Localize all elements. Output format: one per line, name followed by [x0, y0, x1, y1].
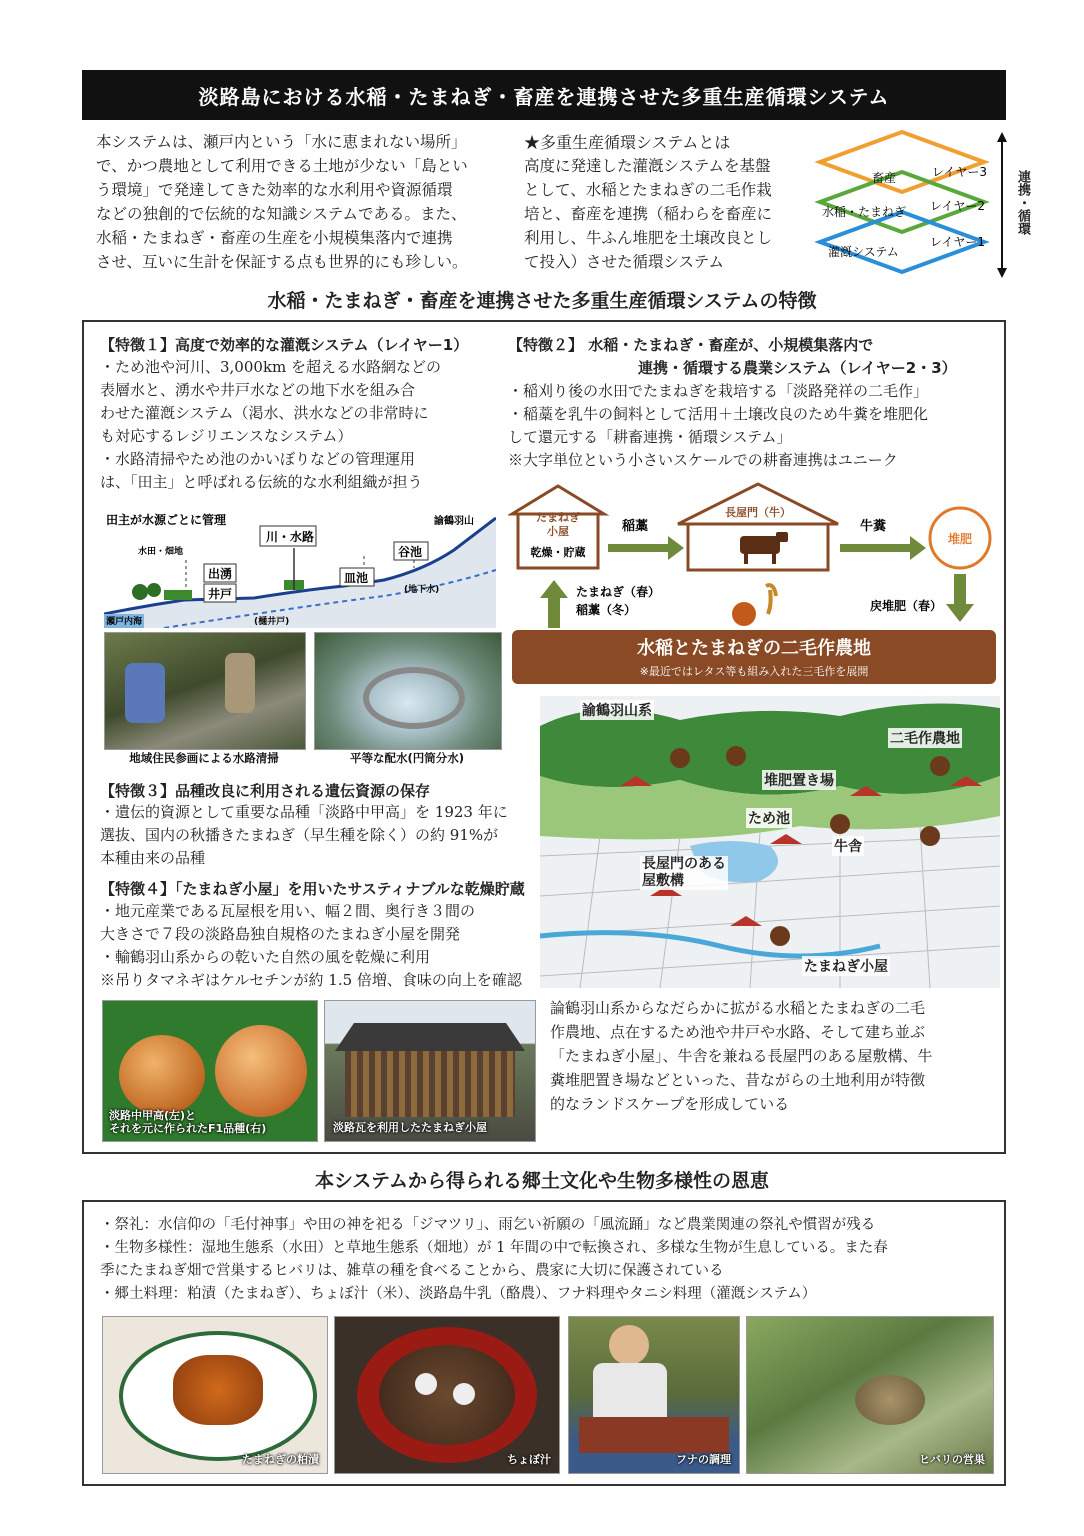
cycle-diagram	[508, 478, 1000, 688]
page-title: 淡路島における水稲・たまねぎ・畜産を連携させた多重生産循環システム	[82, 70, 1006, 120]
pond-label: 皿池	[344, 571, 369, 585]
feature2-line: ・稲刈り後の水田でたまねぎを栽培する「淡路発祥の二毛作」	[508, 382, 929, 400]
arrow-up-icon	[997, 132, 1007, 142]
feature2-line: ※大字単位という小さいスケールでの耕畜連携はユニーク	[508, 451, 898, 469]
rice-icon	[766, 585, 776, 614]
map-hut-label: たまねぎ小屋	[802, 956, 890, 976]
person-body	[593, 1363, 667, 1423]
groundwater-label: (地下水)	[404, 585, 440, 595]
feature3-line: 本種由来の品種	[100, 849, 206, 867]
well-note: (樋井戸)	[254, 617, 290, 627]
feature4-line: ・地元産業である瓦屋根を用い、幅２間、奥行き３間の	[100, 902, 476, 920]
arrow-return-icon	[946, 574, 974, 622]
from-field-label-2: 稲藁（冬）	[576, 603, 637, 617]
feature4-line: 大きさで７段の淡路島独自規格のたまねぎ小屋を開発	[100, 925, 461, 943]
feature2-line: ・稲藁を乳牛の飼料として活用＋土壌改良のため牛糞を堆肥化	[508, 405, 929, 423]
photo-figure	[125, 663, 165, 723]
spring-label: 出湧	[208, 567, 233, 581]
caption-canal-cleaning: 地域住民参画による水路清掃	[129, 751, 279, 765]
caption-hibari: ヒバリの営巣	[919, 1453, 985, 1466]
intro-text	[96, 130, 506, 274]
tree-icons	[132, 583, 161, 600]
feature1-line: ・水路清掃やため池のかいぼりなどの管理運用	[100, 450, 416, 468]
feature2-heading: 【特徴２】 水稲・たまねぎ・畜産が、小規模集落内で	[508, 336, 874, 354]
map-barn-label: 牛舎	[832, 836, 864, 856]
map-range-label: 諭鶴羽山系	[580, 700, 654, 720]
intro-line: 水稲・たまねぎ・畜産の生産を小規模集落内で連携	[96, 229, 453, 247]
from-field-label-1: たまねぎ（春）	[576, 585, 661, 599]
layer3-name: 畜産	[872, 171, 897, 185]
layer3-diamond	[820, 132, 984, 192]
feature1-heading: 【特徴１】高度で効率的な灌漑システム（レイヤー1）	[100, 336, 469, 354]
feature4-heading: 【特徴４】「たまねぎ小屋」を用いたサスティナブルな乾燥貯蔵	[100, 880, 525, 898]
photo-choboji	[334, 1316, 560, 1474]
hut-roof-icon	[512, 486, 604, 514]
benefit-line: ・郷土料理：粕漬（たまねぎ）、ちょぼ汁（米）、淡路島牛乳（酪農）、フナ料理やタニシ料理（灌漑システム）	[100, 1286, 817, 1302]
feature1-line: も対応するレジリエンスなシステム）	[100, 427, 353, 445]
feature2-line: して還元する「耕畜連携・循環システム」	[508, 428, 792, 446]
definition-line: 高度に発達した灌漑システムを基盤	[524, 157, 771, 175]
onion-awaji	[119, 1035, 205, 1115]
landscape-line: 作農地、点在するため池や井戸や水路、そして建ち並ぶ	[550, 1023, 926, 1041]
intro-line: 本システムは、瀬戸内という「水に恵まれない場所」	[96, 133, 467, 151]
benefit-line: ・祭礼：水信仰の「毛付神事」や田の神を祀る「ジマツリ」、雨乞い祈願の「風流踊」など農業関連の祭礼や慣習が残る	[100, 1217, 876, 1233]
caption-water-distribution: 平等な配水(円筒分水)	[349, 751, 464, 765]
farm-subtitle: ※最近ではレタス等も組み入れた三毛作を展開	[639, 665, 869, 678]
skylark-shape	[855, 1375, 925, 1425]
landscape-text	[550, 996, 1000, 1116]
definition-line: として、水稲とたまねぎの二毛作栽	[524, 181, 772, 199]
benefits-section-title: 本システムから得られる郷土文化や生物多様性の恩恵	[314, 1170, 770, 1192]
intro-line: などの独創的で伝統的な知識システムである。また、	[96, 205, 467, 223]
soup-shape	[379, 1345, 515, 1445]
map-double-crop-label: 二毛作農地	[888, 728, 962, 748]
layer2-tag: レイヤー2	[930, 199, 986, 213]
compost-label: 堆肥	[947, 532, 973, 546]
map-pond-label: ため池	[746, 808, 792, 828]
sea-label: 瀬戸内海	[106, 617, 143, 627]
definition-line: 利用し、牛ふん堆肥を土壌改良とし	[524, 229, 773, 247]
feature4-line: ※吊りタマネギはケルセチンが約 1.5 倍増、食味の向上を確認	[100, 971, 522, 989]
intro-line: で、かつ農地として利用できる土地が少ない「島とい	[96, 157, 468, 175]
hut-roof	[335, 1023, 525, 1051]
photo-funa	[568, 1316, 740, 1474]
onion-f1	[215, 1025, 307, 1117]
cutting-board	[579, 1417, 729, 1453]
benefit-line: ・生物多様性：湿地生態系（水田）と草地生態系（畑地）が 1 年間の中で転換され、多様な生物が生息している。また春	[100, 1240, 888, 1256]
layer2-name: 水稲・たまねぎ	[822, 205, 907, 219]
mountain-label: 諭鶴羽山	[434, 516, 474, 527]
layer3-tag: レイヤー3	[932, 165, 988, 179]
feature2-body	[508, 380, 998, 472]
arrow-up-field-icon	[540, 580, 568, 628]
feature3-line: ・遺伝的資源として重要な品種「淡路中甲高」を 1923 年に	[100, 803, 508, 821]
farm-title: 水稲とたまねぎの二毛作農地	[637, 638, 871, 659]
caption-funa: フナの調理	[676, 1453, 731, 1466]
dung-label: 牛糞	[860, 519, 887, 534]
valley-pond-label: 谷池	[398, 545, 423, 559]
feature4-line: ・輸鶴羽山系からの乾いた自然の風を乾燥に利用	[100, 948, 431, 966]
benefits-text	[100, 1214, 1000, 1306]
dumpling-shape	[415, 1373, 437, 1395]
definition-text	[524, 154, 809, 274]
landscape-line: 的なランドスケープを形成している	[550, 1095, 790, 1113]
feature1-line: は、「田主」と呼ばれる伝統的な水利組織が担う	[100, 473, 423, 491]
intro-line: させ、互いに生計を保証する点も世界的にも珍しい。	[96, 253, 468, 271]
river-label: 川・水路	[266, 530, 315, 544]
photo-canal-cleaning	[104, 632, 306, 750]
nagayamon-label: 長屋門（牛）	[725, 506, 791, 519]
feature1-line: 表層水と、湧水や井戸水などの地下水を組み合	[100, 381, 416, 399]
layer1-name: 灌漑システム	[828, 245, 899, 259]
definition-line: 培と、畜産を連携（稲わらを畜産に	[524, 205, 773, 223]
caption-kasuzuke: たまねぎの粕漬	[242, 1453, 319, 1466]
photo-water-distribution	[314, 632, 502, 750]
landscape-line: 「たまねぎ小屋」、牛舎を兼ねる長屋門のある屋敷構、牛	[550, 1047, 933, 1065]
dumpling-shape	[453, 1383, 475, 1405]
photo-hibari	[746, 1316, 994, 1474]
feature3-heading: 【特徴３】品種改良に利用される遺伝資源の保存	[100, 782, 431, 800]
caption-choboji: ちょぼ汁	[507, 1453, 551, 1466]
person-head	[609, 1325, 649, 1365]
map-estate-label: 長屋門のある 屋敷構	[642, 856, 726, 889]
intro-line: う環境」で発達してきた効率的な水利用や資源循環	[96, 181, 453, 199]
cycle-label: 連携・循環	[1015, 170, 1030, 235]
definition-title: ★多重生産循環システムとは	[524, 133, 731, 152]
arrow-down-icon	[997, 268, 1007, 278]
feature3-body	[100, 801, 540, 870]
feature1-line: ・ため池や河川、3,000km を超える水路網などの	[100, 358, 442, 376]
return-label: 戻堆肥（春）	[870, 599, 943, 613]
hut-sub-label: 乾燥・貯蔵	[530, 546, 586, 559]
feature3-line: 選抜、国内の秋播きたまねぎ（早生種を除く）の約 91%が	[100, 826, 499, 844]
irrigation-heading: 田主が水源ごとに管理	[106, 513, 227, 527]
photo-onions	[102, 1000, 318, 1142]
feature2-heading-2: 連携・循環する農業システム（レイヤー2・3）	[638, 359, 957, 377]
layer-diagram	[812, 128, 1042, 278]
arrow-straw-icon	[608, 536, 684, 560]
landscape-line: 論鶴羽山系からなだらかに拡がる水稲とたまねぎの二毛	[550, 999, 926, 1017]
feature1-body	[100, 356, 500, 494]
landscape-map	[540, 696, 1000, 988]
features-section-title: 水稲・たまねぎ・畜産を連携させた多重生産循環システムの特徴	[267, 290, 817, 312]
hut-body	[345, 1051, 515, 1117]
pickles-shape	[173, 1355, 263, 1425]
hut-label: たまねぎ小屋	[536, 511, 580, 538]
photo-kasuzuke	[102, 1316, 328, 1474]
photo-cylinder	[363, 667, 465, 729]
feature4-body	[100, 900, 550, 992]
map-compost-label: 堆肥置き場	[762, 770, 836, 790]
photo-figure	[225, 653, 255, 713]
caption-onion-hut: 淡路瓦を利用したたまねぎ小屋	[333, 1121, 487, 1134]
caption-onions: 淡路中甲高(左)と それを元に作られたF1品種(右)	[109, 1109, 267, 1135]
well-label: 井戸	[208, 587, 233, 601]
onion-icon	[732, 602, 756, 626]
arrow-dung-icon	[840, 536, 926, 560]
benefit-line: 季にたまねぎ畑で営巣するヒバリは、雑草の種を食べることから、農家に大切に保護されている	[100, 1263, 724, 1279]
straw-label: 稲藁	[622, 519, 649, 534]
feature1-line: わせた灌漑システム（渇水、洪水などの非常時に	[100, 404, 429, 422]
cow-icon	[740, 532, 788, 564]
photo-onion-hut	[324, 1000, 536, 1142]
irrigation-diagram	[104, 510, 496, 628]
layer1-tag: レイヤー1	[930, 235, 986, 249]
field-label: 水田・畑地	[138, 547, 184, 557]
definition-line: て投入）させた循環システム	[524, 253, 724, 271]
landscape-line: 糞堆肥置き場などといった、昔ながらの土地利用が特徴	[550, 1071, 926, 1089]
canal-shape	[540, 933, 880, 956]
